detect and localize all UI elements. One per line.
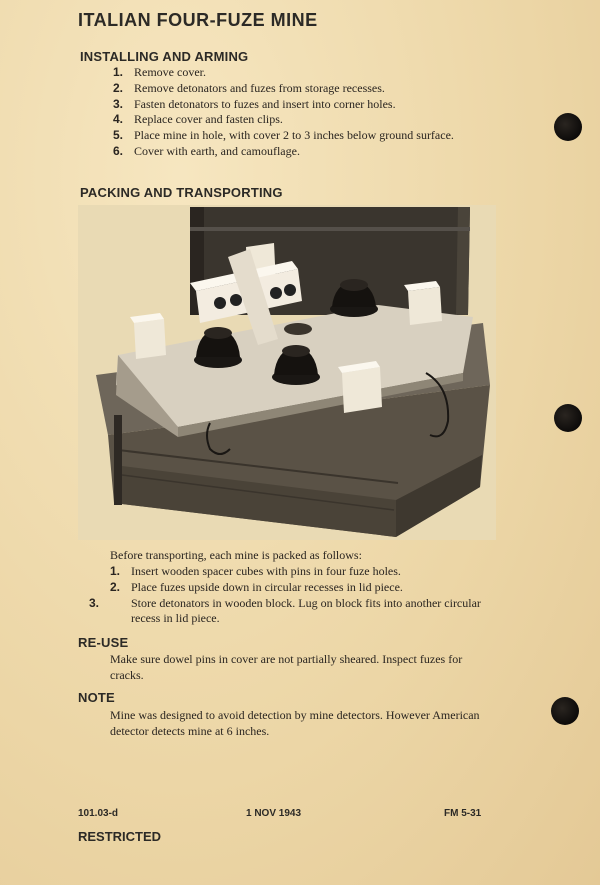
mine-photograph	[78, 205, 496, 540]
binder-hole	[554, 404, 582, 432]
installing-steps	[113, 65, 504, 160]
packing-step: 2. Place fuzes upside down in circular recesses in lid piece.	[110, 579, 403, 594]
installing-step: 3. Fasten detonators to fuzes and insert into corner holes.	[113, 96, 396, 111]
note-text: Mine was designed to avoid detection by mine detectors. However American detector detects mine at 6 inches.	[110, 708, 480, 738]
packing-heading: PACKING AND TRANSPORTING	[80, 185, 283, 200]
note-heading: NOTE	[78, 690, 115, 705]
footer-date: 1 NOV 1943	[246, 808, 302, 819]
binder-hole	[551, 697, 579, 725]
installing-heading: INSTALLING AND ARMING	[80, 49, 249, 64]
installing-step: 4. Replace cover and fasten clips.	[113, 112, 283, 127]
installing-step: 2. Remove detonators and fuzes from storage recesses.	[113, 80, 385, 95]
reuse-text: Make sure dowel pins in cover are not partially sheared. Inspect fuzes for cracks.	[110, 652, 463, 682]
binder-hole	[554, 113, 582, 141]
installing-step: 6. Cover with earth, and camouflage.	[113, 143, 300, 158]
packing-step: 1. Insert wooden spacer cubes with pins in four fuze holes.	[110, 564, 401, 578]
packing-steps	[89, 564, 501, 627]
packing-step: 3. Store detonators in wooden block. Lug on block fits into another circular recess in lid piece.	[89, 595, 481, 626]
footer-document-number: 101.03-d	[78, 808, 119, 819]
reuse-heading: RE-USE	[78, 635, 129, 650]
packing-intro: Before transporting, each mine is packed as follows:	[110, 548, 362, 562]
installing-step: 5. Place mine in hole, with cover 2 to 3 inches below ground surface.	[113, 128, 454, 143]
restricted-marking: RESTRICTED	[78, 829, 162, 844]
installing-step: 1. Remove cover.	[113, 65, 206, 79]
footer-manual-id: FM 5-31	[444, 808, 482, 819]
page-title: ITALIAN FOUR-FUZE MINE	[78, 10, 318, 30]
